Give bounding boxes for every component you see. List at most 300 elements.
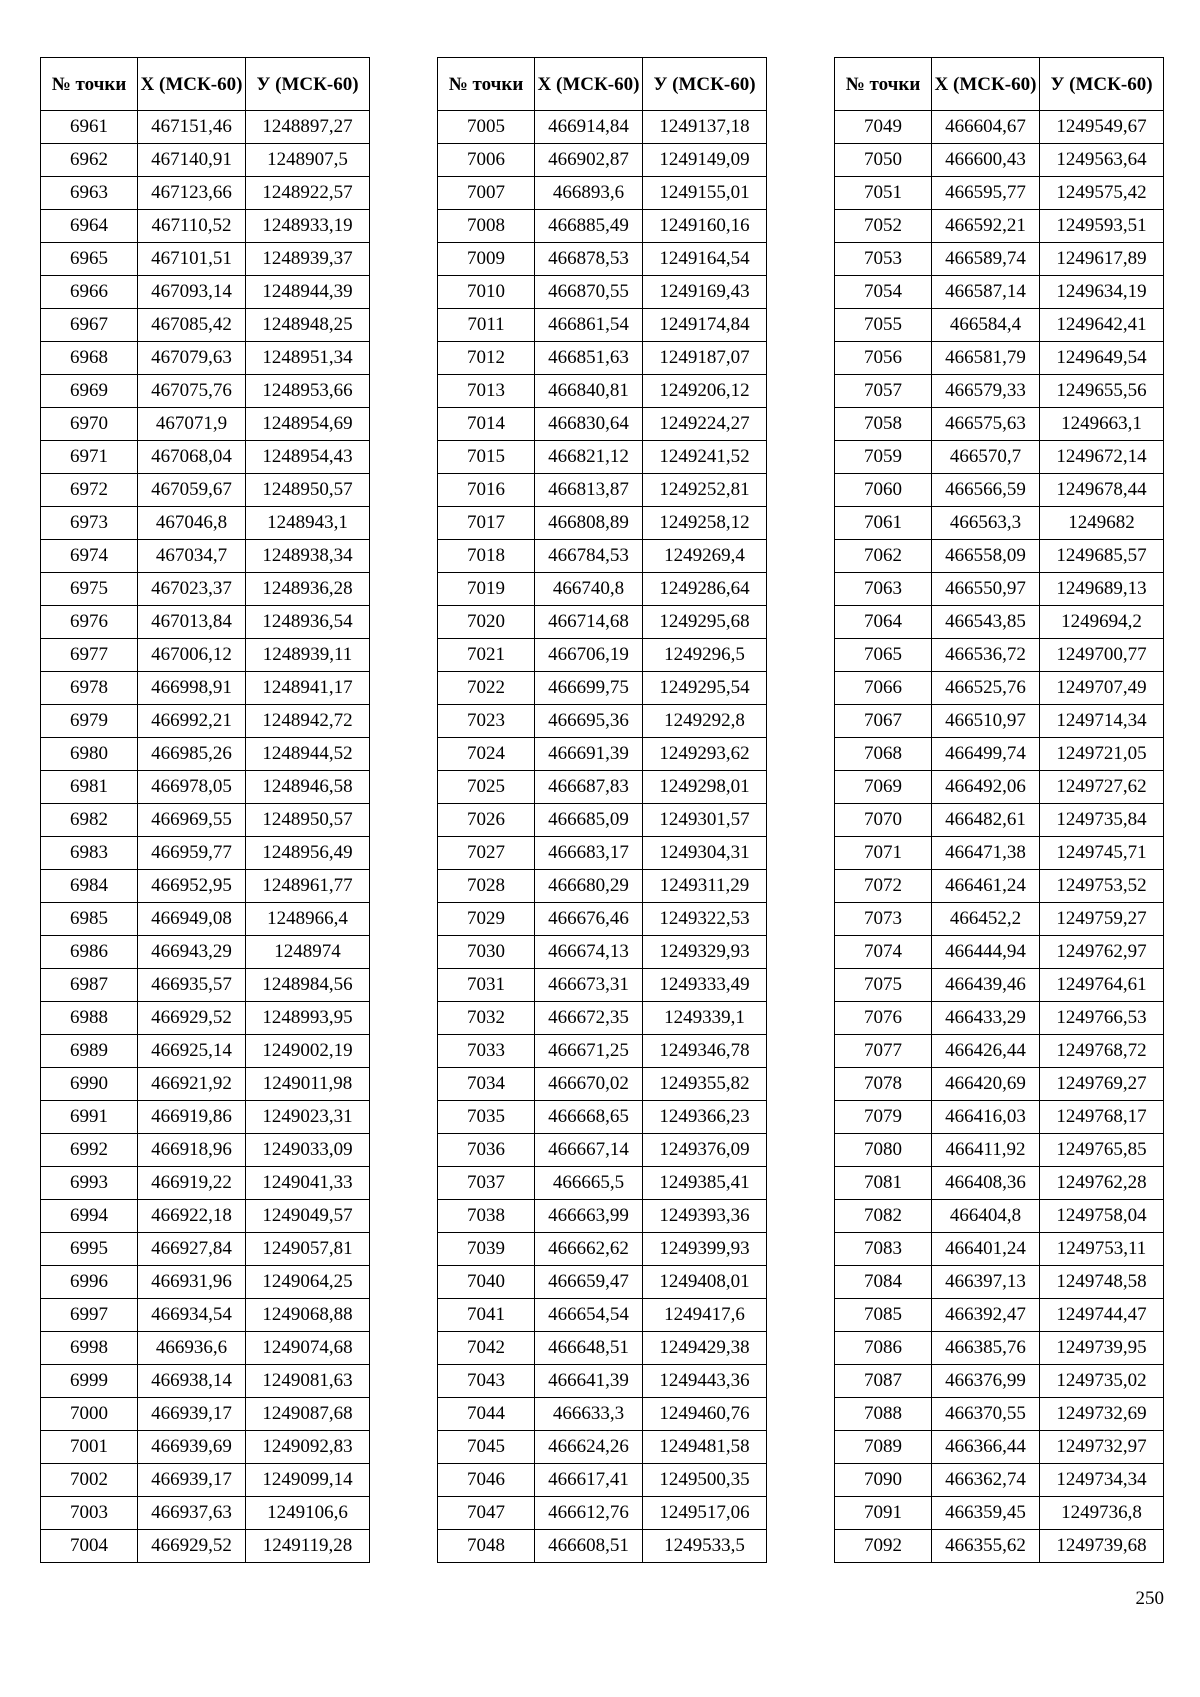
point-number-cell: 6990 (41, 1068, 138, 1101)
table-row (438, 1530, 767, 1563)
point-number-cell: 7015 (438, 441, 535, 474)
table-row (438, 276, 767, 309)
y-coordinate-cell: 1249385,41 (643, 1167, 767, 1200)
table-row (835, 1167, 1164, 1200)
y-coordinate-cell: 1248933,19 (246, 210, 370, 243)
y-coordinate-cell: 1249753,11 (1040, 1233, 1164, 1266)
y-coordinate-cell: 1249766,53 (1040, 1002, 1164, 1035)
point-number-cell: 7087 (835, 1365, 932, 1398)
table-row (835, 771, 1164, 804)
point-number-cell: 7073 (835, 903, 932, 936)
point-number-cell: 6976 (41, 606, 138, 639)
point-number-cell: 7055 (835, 309, 932, 342)
y-coordinate-cell: 1249685,57 (1040, 540, 1164, 573)
table-row (41, 969, 370, 1002)
table-row (835, 210, 1164, 243)
point-number-cell: 7050 (835, 144, 932, 177)
y-coordinate-cell: 1249753,52 (1040, 870, 1164, 903)
x-coordinate-cell: 467006,12 (138, 639, 246, 672)
point-number-cell: 7077 (835, 1035, 932, 1068)
table-row (835, 276, 1164, 309)
point-number-cell: 7051 (835, 177, 932, 210)
point-number-cell: 7049 (835, 111, 932, 144)
x-coordinate-cell: 467151,46 (138, 111, 246, 144)
y-coordinate-cell: 1249721,05 (1040, 738, 1164, 771)
x-coordinate-cell: 466668,65 (535, 1101, 643, 1134)
y-coordinate-cell: 1249301,57 (643, 804, 767, 837)
x-coordinate-cell: 466830,64 (535, 408, 643, 441)
x-coordinate-cell: 466699,75 (535, 672, 643, 705)
y-coordinate-cell: 1249739,95 (1040, 1332, 1164, 1365)
y-coordinate-cell: 1249041,33 (246, 1167, 370, 1200)
point-number-cell: 6968 (41, 342, 138, 375)
x-coordinate-cell: 466934,54 (138, 1299, 246, 1332)
y-coordinate-cell: 1249106,6 (246, 1497, 370, 1530)
table-row (835, 1398, 1164, 1431)
point-number-cell: 7046 (438, 1464, 535, 1497)
x-coordinate-cell: 466536,72 (932, 639, 1040, 672)
x-coordinate-cell: 466592,21 (932, 210, 1040, 243)
x-coordinate-cell: 466433,29 (932, 1002, 1040, 1035)
x-coordinate-cell: 466558,09 (932, 540, 1040, 573)
x-coordinate-cell: 466648,51 (535, 1332, 643, 1365)
table-row (835, 1068, 1164, 1101)
y-coordinate-cell: 1249768,72 (1040, 1035, 1164, 1068)
point-number-cell: 7025 (438, 771, 535, 804)
table-row (41, 1134, 370, 1167)
table-row (438, 573, 767, 606)
point-number-cell: 7057 (835, 375, 932, 408)
y-coordinate-cell: 1249663,1 (1040, 408, 1164, 441)
point-number-cell: 6967 (41, 309, 138, 342)
point-number-cell: 7066 (835, 672, 932, 705)
y-coordinate-cell: 1249292,8 (643, 705, 767, 738)
x-coordinate-cell: 467013,84 (138, 606, 246, 639)
table-row (41, 276, 370, 309)
x-coordinate-cell: 466397,13 (932, 1266, 1040, 1299)
table-row (835, 1365, 1164, 1398)
y-coordinate-cell: 1249748,58 (1040, 1266, 1164, 1299)
x-coordinate-cell: 466612,76 (535, 1497, 643, 1530)
table-row (835, 1002, 1164, 1035)
table-row (835, 606, 1164, 639)
y-coordinate-cell: 1249732,97 (1040, 1431, 1164, 1464)
point-number-cell: 6991 (41, 1101, 138, 1134)
table-row (438, 1266, 767, 1299)
x-coordinate-cell: 466404,8 (932, 1200, 1040, 1233)
x-coordinate-cell: 466821,12 (535, 441, 643, 474)
y-coordinate-cell: 1249187,07 (643, 342, 767, 375)
y-coordinate-cell: 1249707,49 (1040, 672, 1164, 705)
x-coordinate-cell: 466575,63 (932, 408, 1040, 441)
x-coordinate-cell: 466706,19 (535, 639, 643, 672)
x-coordinate-cell: 466659,47 (535, 1266, 643, 1299)
point-number-cell: 6996 (41, 1266, 138, 1299)
table-row (41, 1464, 370, 1497)
point-number-cell: 7011 (438, 309, 535, 342)
y-coordinate-cell: 1249011,98 (246, 1068, 370, 1101)
point-number-cell: 7028 (438, 870, 535, 903)
table-row (438, 606, 767, 639)
table-row (41, 573, 370, 606)
point-number-cell: 6972 (41, 474, 138, 507)
x-coordinate-cell: 466902,87 (535, 144, 643, 177)
y-coordinate-cell: 1249092,83 (246, 1431, 370, 1464)
point-number-cell: 6999 (41, 1365, 138, 1398)
table-row (41, 1497, 370, 1530)
y-coordinate-cell: 1249160,16 (643, 210, 767, 243)
table-row (835, 1464, 1164, 1497)
point-number-header: № точки (835, 58, 932, 111)
x-coordinate-cell: 466385,76 (932, 1332, 1040, 1365)
y-coordinate-cell: 1248936,28 (246, 573, 370, 606)
table-row (41, 111, 370, 144)
y-coordinate-cell: 1249408,01 (643, 1266, 767, 1299)
x-coordinate-cell: 466362,74 (932, 1464, 1040, 1497)
point-number-cell: 6997 (41, 1299, 138, 1332)
table-row (835, 1299, 1164, 1332)
y-coordinate-cell: 1249376,09 (643, 1134, 767, 1167)
point-number-cell: 7004 (41, 1530, 138, 1563)
point-number-cell: 7020 (438, 606, 535, 639)
x-coordinate-cell: 467075,76 (138, 375, 246, 408)
x-coordinate-cell: 466919,86 (138, 1101, 246, 1134)
point-number-cell: 7088 (835, 1398, 932, 1431)
x-coordinate-cell: 466687,83 (535, 771, 643, 804)
point-number-cell: 7016 (438, 474, 535, 507)
point-number-cell: 7043 (438, 1365, 535, 1398)
y-coordinate-cell: 1249549,67 (1040, 111, 1164, 144)
y-coordinate-cell: 1249293,62 (643, 738, 767, 771)
table-row (438, 1200, 767, 1233)
x-coordinate-cell: 466936,6 (138, 1332, 246, 1365)
table-row (835, 177, 1164, 210)
y-coordinate-cell: 1249417,6 (643, 1299, 767, 1332)
point-number-cell: 7032 (438, 1002, 535, 1035)
table-row (41, 1002, 370, 1035)
y-coordinate-cell: 1249137,18 (643, 111, 767, 144)
x-coordinate-cell: 466939,17 (138, 1464, 246, 1497)
point-number-cell: 7091 (835, 1497, 932, 1530)
point-number-cell: 7008 (438, 210, 535, 243)
x-coordinate-cell: 466624,26 (535, 1431, 643, 1464)
y-coordinate-cell: 1249655,56 (1040, 375, 1164, 408)
table-row (41, 177, 370, 210)
point-number-cell: 7071 (835, 837, 932, 870)
table-row (41, 1332, 370, 1365)
x-coordinate-cell: 466740,8 (535, 573, 643, 606)
x-coordinate-cell: 466998,91 (138, 672, 246, 705)
point-number-cell: 6983 (41, 837, 138, 870)
point-number-cell: 6993 (41, 1167, 138, 1200)
point-number-cell: 7064 (835, 606, 932, 639)
y-coordinate-cell: 1249481,58 (643, 1431, 767, 1464)
x-coordinate-cell: 466929,52 (138, 1002, 246, 1035)
table-row (835, 837, 1164, 870)
table-row (438, 375, 767, 408)
point-number-cell: 7038 (438, 1200, 535, 1233)
point-number-cell: 7084 (835, 1266, 932, 1299)
y-coordinate-cell: 1249649,54 (1040, 342, 1164, 375)
table-row (438, 1167, 767, 1200)
x-coordinate-cell: 466978,05 (138, 771, 246, 804)
point-number-cell: 7078 (835, 1068, 932, 1101)
x-coordinate-cell: 466525,76 (932, 672, 1040, 705)
table-row (41, 210, 370, 243)
y-coordinate-cell: 1249634,19 (1040, 276, 1164, 309)
coordinates-table-3 (834, 57, 1164, 1563)
y-coordinate-cell: 1249119,28 (246, 1530, 370, 1563)
point-number-cell: 7027 (438, 837, 535, 870)
y-coordinate-cell: 1249593,51 (1040, 210, 1164, 243)
x-coordinate-cell: 466674,13 (535, 936, 643, 969)
x-coordinate-cell: 466579,33 (932, 375, 1040, 408)
x-coordinate-cell: 466959,77 (138, 837, 246, 870)
point-number-cell: 6965 (41, 243, 138, 276)
y-coordinate-cell: 1249241,52 (643, 441, 767, 474)
point-number-cell: 7079 (835, 1101, 932, 1134)
table-row (835, 903, 1164, 936)
x-coordinate-cell: 467059,67 (138, 474, 246, 507)
y-coordinate-cell: 1249758,04 (1040, 1200, 1164, 1233)
y-coordinate-cell: 1249252,81 (643, 474, 767, 507)
y-coordinate-cell: 1249764,61 (1040, 969, 1164, 1002)
point-number-cell: 7035 (438, 1101, 535, 1134)
point-number-cell: 7061 (835, 507, 932, 540)
x-coordinate-cell: 466808,89 (535, 507, 643, 540)
x-coordinate-cell: 466492,06 (932, 771, 1040, 804)
table-row (41, 1101, 370, 1134)
point-number-cell: 7062 (835, 540, 932, 573)
y-coordinate-cell: 1249074,68 (246, 1332, 370, 1365)
y-coordinate-cell: 1249174,84 (643, 309, 767, 342)
point-number-cell: 7052 (835, 210, 932, 243)
y-coordinate-cell: 1249460,76 (643, 1398, 767, 1431)
x-coordinate-cell: 466499,74 (932, 738, 1040, 771)
y-coordinate-cell: 1249081,63 (246, 1365, 370, 1398)
x-coordinate-cell: 466685,09 (535, 804, 643, 837)
x-coordinate-cell: 466604,67 (932, 111, 1040, 144)
point-number-cell: 6975 (41, 573, 138, 606)
point-number-cell: 6978 (41, 672, 138, 705)
y-coordinate-cell: 1249682 (1040, 507, 1164, 540)
table-row (835, 1332, 1164, 1365)
table-row (438, 1431, 767, 1464)
table-row (835, 573, 1164, 606)
point-number-cell: 7023 (438, 705, 535, 738)
y-coordinate-cell: 1249023,31 (246, 1101, 370, 1134)
x-coordinate-cell: 466683,17 (535, 837, 643, 870)
x-coordinate-cell: 466461,24 (932, 870, 1040, 903)
point-number-cell: 7013 (438, 375, 535, 408)
table-row (835, 111, 1164, 144)
y-coordinate-cell: 1248939,37 (246, 243, 370, 276)
x-coordinate-cell: 466426,44 (932, 1035, 1040, 1068)
table-row (41, 936, 370, 969)
x-coordinate-cell: 467046,8 (138, 507, 246, 540)
point-number-cell: 7039 (438, 1233, 535, 1266)
table-row (438, 1398, 767, 1431)
x-coordinate-cell: 466813,87 (535, 474, 643, 507)
table-row (835, 474, 1164, 507)
point-number-cell: 7072 (835, 870, 932, 903)
table-row (438, 639, 767, 672)
point-number-cell: 6989 (41, 1035, 138, 1068)
point-number-cell: 6995 (41, 1233, 138, 1266)
x-coordinate-cell: 466695,36 (535, 705, 643, 738)
x-coordinate-cell: 466570,7 (932, 441, 1040, 474)
table-row (835, 144, 1164, 177)
x-coordinate-cell: 466641,39 (535, 1365, 643, 1398)
point-number-cell: 7024 (438, 738, 535, 771)
y-coordinate-cell: 1249049,57 (246, 1200, 370, 1233)
point-number-cell: 6981 (41, 771, 138, 804)
y-coordinate-cell: 1248954,43 (246, 441, 370, 474)
table-row (438, 1134, 767, 1167)
y-coordinate-cell: 1249155,01 (643, 177, 767, 210)
table-row (835, 1101, 1164, 1134)
y-coordinate-cell: 1249304,31 (643, 837, 767, 870)
table-row (41, 804, 370, 837)
y-coordinate-cell: 1249366,23 (643, 1101, 767, 1134)
x-coordinate-cell: 467071,9 (138, 408, 246, 441)
point-number-cell: 7044 (438, 1398, 535, 1431)
table-row (41, 1200, 370, 1233)
table-row (41, 1035, 370, 1068)
x-coordinate-cell: 466939,17 (138, 1398, 246, 1431)
point-number-cell: 6971 (41, 441, 138, 474)
y-coordinate-cell: 1249762,97 (1040, 936, 1164, 969)
x-coordinate-cell: 466444,94 (932, 936, 1040, 969)
point-number-cell: 7026 (438, 804, 535, 837)
point-number-cell: 6977 (41, 639, 138, 672)
point-number-cell: 7018 (438, 540, 535, 573)
table-row (835, 507, 1164, 540)
x-coordinate-cell: 466680,29 (535, 870, 643, 903)
x-coordinate-cell: 466714,68 (535, 606, 643, 639)
table-row (41, 144, 370, 177)
y-coordinate-cell: 1249355,82 (643, 1068, 767, 1101)
point-number-cell: 7076 (835, 1002, 932, 1035)
x-coordinate-cell: 466420,69 (932, 1068, 1040, 1101)
y-coordinate-cell: 1248946,58 (246, 771, 370, 804)
point-number-cell: 7040 (438, 1266, 535, 1299)
y-coordinate-cell: 1249735,84 (1040, 804, 1164, 837)
coordinates-table-1 (40, 57, 370, 1563)
table-row (41, 1398, 370, 1431)
table-row (438, 1464, 767, 1497)
point-number-cell: 7029 (438, 903, 535, 936)
table-row (438, 705, 767, 738)
x-coordinate-cell: 466784,53 (535, 540, 643, 573)
point-number-cell: 6961 (41, 111, 138, 144)
point-number-cell: 7090 (835, 1464, 932, 1497)
y-coordinate-cell: 1249164,54 (643, 243, 767, 276)
point-number-cell: 7085 (835, 1299, 932, 1332)
x-coordinate-cell: 466608,51 (535, 1530, 643, 1563)
x-coordinate-cell: 466861,54 (535, 309, 643, 342)
point-number-cell: 7060 (835, 474, 932, 507)
y-coordinate-cell: 1249258,12 (643, 507, 767, 540)
x-coordinate-cell: 466918,96 (138, 1134, 246, 1167)
y-coordinate-cell: 1249642,41 (1040, 309, 1164, 342)
x-coordinate-cell: 466471,38 (932, 837, 1040, 870)
y-coordinate-cell: 1249068,88 (246, 1299, 370, 1332)
y-coordinate-cell: 1248951,34 (246, 342, 370, 375)
x-coordinate-cell: 466510,97 (932, 705, 1040, 738)
table-row (835, 243, 1164, 276)
table-row (438, 474, 767, 507)
y-coordinate-cell: 1248936,54 (246, 606, 370, 639)
x-coordinate-cell: 467085,42 (138, 309, 246, 342)
x-coordinate-cell: 466654,54 (535, 1299, 643, 1332)
table-row (835, 936, 1164, 969)
table-row (438, 903, 767, 936)
y-coordinate-cell: 1248948,25 (246, 309, 370, 342)
y-coordinate-cell: 1249269,4 (643, 540, 767, 573)
point-number-cell: 6970 (41, 408, 138, 441)
y-coordinate-cell: 1248942,72 (246, 705, 370, 738)
point-number-cell: 7063 (835, 573, 932, 606)
x-coordinate-cell: 466581,79 (932, 342, 1040, 375)
point-number-cell: 6963 (41, 177, 138, 210)
point-number-cell: 7054 (835, 276, 932, 309)
table-row (41, 441, 370, 474)
table-row (835, 1200, 1164, 1233)
point-number-cell: 7037 (438, 1167, 535, 1200)
x-coordinate-cell: 466359,45 (932, 1497, 1040, 1530)
table-row (835, 870, 1164, 903)
x-coordinate-cell: 466949,08 (138, 903, 246, 936)
table-row (41, 243, 370, 276)
y-coordinate-cell: 1249286,64 (643, 573, 767, 606)
point-number-cell: 6979 (41, 705, 138, 738)
table-row (835, 342, 1164, 375)
table-row (438, 441, 767, 474)
y-coordinate-cell: 1249700,77 (1040, 639, 1164, 672)
point-number-cell: 6980 (41, 738, 138, 771)
table-row (41, 342, 370, 375)
point-number-cell: 7092 (835, 1530, 932, 1563)
table-row (835, 408, 1164, 441)
table-row (835, 1266, 1164, 1299)
point-number-cell: 7086 (835, 1332, 932, 1365)
table-row (41, 1068, 370, 1101)
y-coordinate-cell: 1248939,11 (246, 639, 370, 672)
y-coordinate-cell: 1248938,34 (246, 540, 370, 573)
point-number-cell: 6985 (41, 903, 138, 936)
table-row (41, 1167, 370, 1200)
y-coordinate-cell: 1249057,81 (246, 1233, 370, 1266)
point-number-cell: 6964 (41, 210, 138, 243)
x-coordinate-cell: 466589,74 (932, 243, 1040, 276)
y-coordinate-cell: 1248897,27 (246, 111, 370, 144)
y-coordinate-cell: 1249346,78 (643, 1035, 767, 1068)
y-coordinate-header: У (МСК-60) (1040, 58, 1164, 111)
table-row (438, 771, 767, 804)
table-row (835, 375, 1164, 408)
x-coordinate-cell: 466584,4 (932, 309, 1040, 342)
point-number-cell: 6992 (41, 1134, 138, 1167)
y-coordinate-cell: 1249169,43 (643, 276, 767, 309)
table-row (835, 639, 1164, 672)
point-number-cell: 6986 (41, 936, 138, 969)
header-row (438, 58, 767, 111)
y-coordinate-cell: 1248943,1 (246, 507, 370, 540)
x-coordinate-cell: 467023,37 (138, 573, 246, 606)
y-coordinate-cell: 1249311,29 (643, 870, 767, 903)
x-coordinate-cell: 466673,31 (535, 969, 643, 1002)
